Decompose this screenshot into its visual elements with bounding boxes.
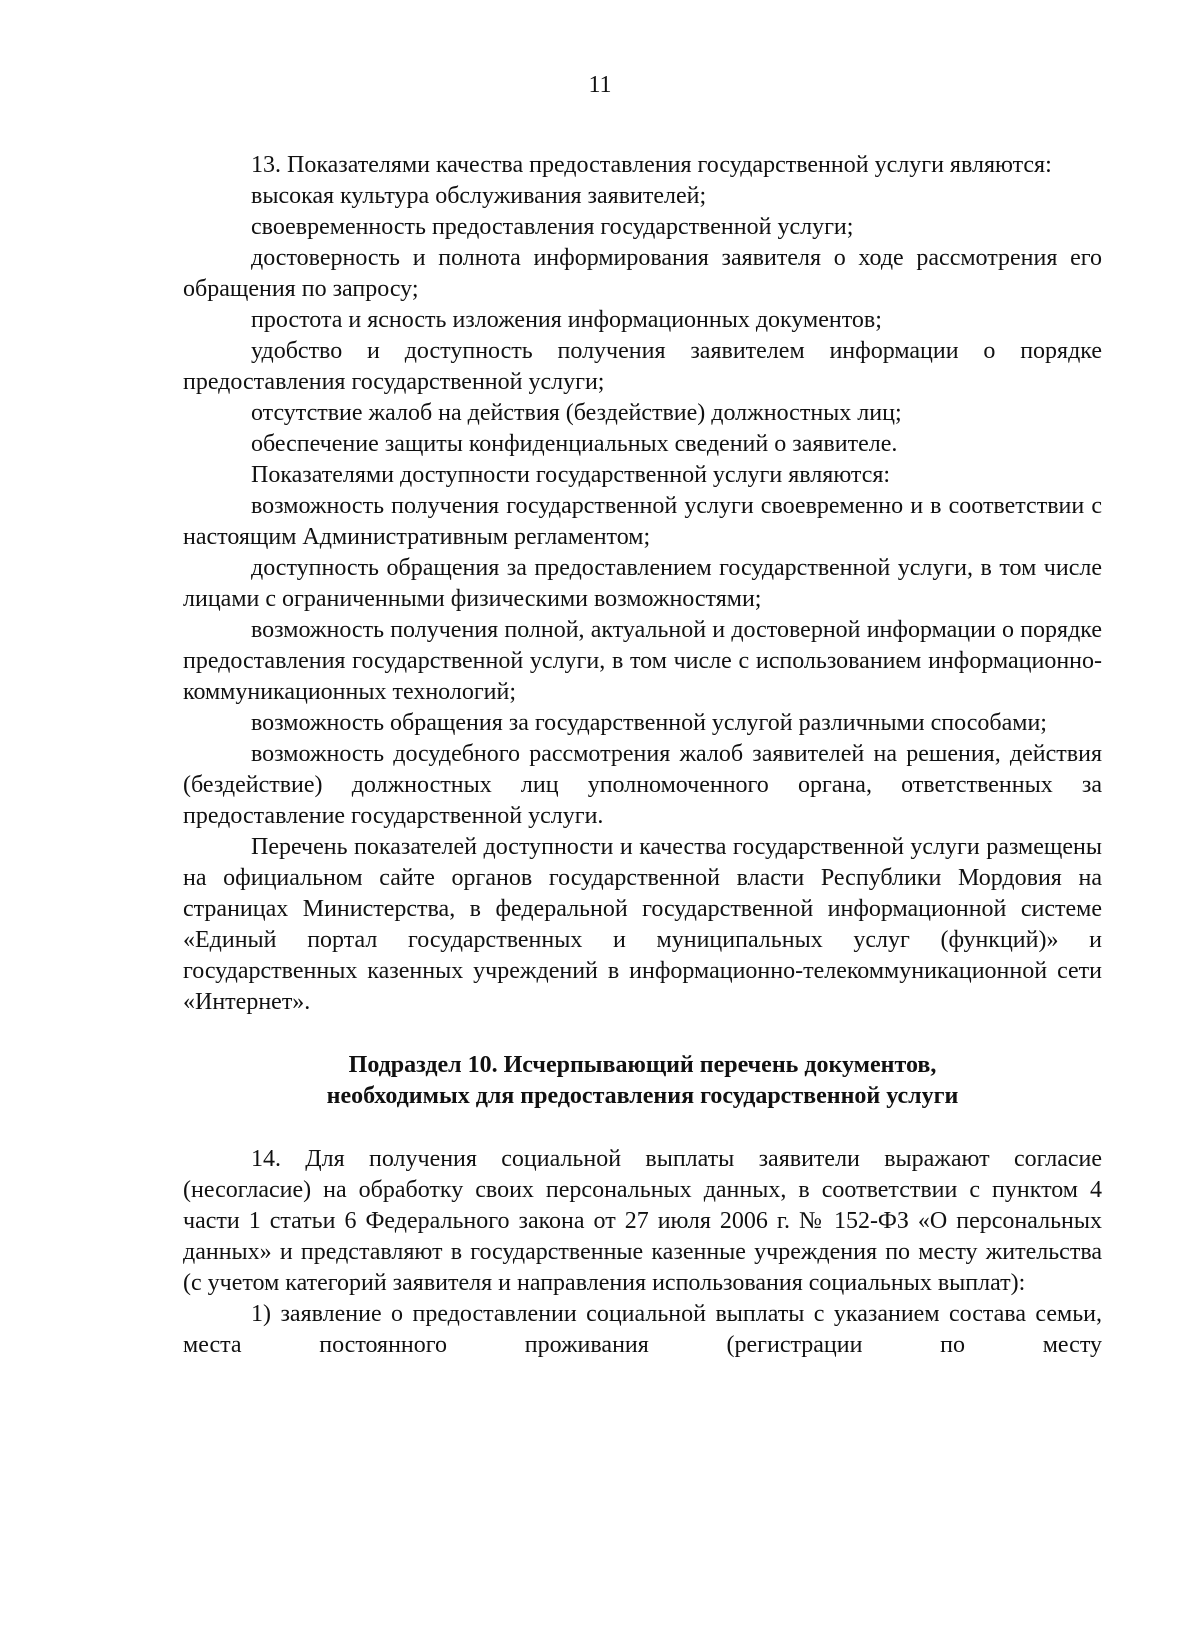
list-item: доступность обращения за предоставлением государственной услуги, в том числе лицами с ограниченными физическими возможностями; [183,555,1102,612]
paragraph-item-13-intro: 13. Показателями качества предоставления государственной услуги являются: [251,152,1052,178]
list-item: возможность обращения за государственной услугой различными способами; [251,710,1047,736]
list-item: возможность получения государственной услуги своевременно и в соответствии с настоящим Административным регламентом; [183,493,1102,550]
paragraph-indicators-list: Перечень показателей доступности и качества государственной услуги размещены на официальном сайте органов государственной власти Республики Мордовия на страницах Министерства, в федеральной государственной информационной системе «Единый портал государственных и муниципальных услуг (функций)» и государственных казенных учреждений в информационно-телекоммуникационной сети «Интернет». [183,834,1102,1015]
section-heading [183,1050,1102,1112]
list-item: отсутствие жалоб на действия (бездействие) должностных лиц; [251,400,902,426]
page-number: 11 [588,72,612,98]
list-item: удобство и доступность получения заявителем информации о порядке предоставления государственной услуги; [183,338,1102,395]
paragraph-item-14: 14. Для получения социальной выплаты заявители выражают согласие (несогласие) на обработку своих персональных данных, в соответствии с пунктом 4 части 1 статьи 6 Федерального закона от 27 июля 2006 г. № 152-ФЗ «О персональных данных» и представляют в государственные казенные учреждения по месту жительства (с учетом категорий заявителя и направления использования социальных выплат): [183,1146,1102,1296]
list-item: возможность досудебного рассмотрения жалоб заявителей на решения, действия (бездействие) должностных лиц уполномоченного органа, ответственных за предоставление государственной услуги. [183,741,1102,829]
list-item: достоверность и полнота информирования заявителя о ходе рассмотрения его обращения по запросу; [183,245,1102,302]
document-body [183,150,1102,1361]
list-item: простота и ясность изложения информационных документов; [251,307,882,333]
section-heading-line-1: Подраздел 10. Исчерпывающий перечень документов, [348,1052,937,1078]
list-item: возможность получения полной, актуальной и достоверной информации о порядке предоставления государственной услуги, в том числе с использованием информационно-коммуникационных технологий; [183,617,1102,705]
list-item: высокая культура обслуживания заявителей; [251,183,707,209]
list-item: своевременность предоставления государственной услуги; [251,214,854,240]
list-item: 1) заявление о предоставлении социальной выплаты с указанием состава семьи, места постоянного проживания (регистрации по месту [183,1301,1102,1358]
list-item: обеспечение защиты конфиденциальных сведений о заявителе. [251,431,898,457]
section-heading-line-2: необходимых для предоставления государственной услуги [326,1083,959,1109]
paragraph-accessibility-intro: Показателями доступности государственной услуги являются: [251,462,891,488]
